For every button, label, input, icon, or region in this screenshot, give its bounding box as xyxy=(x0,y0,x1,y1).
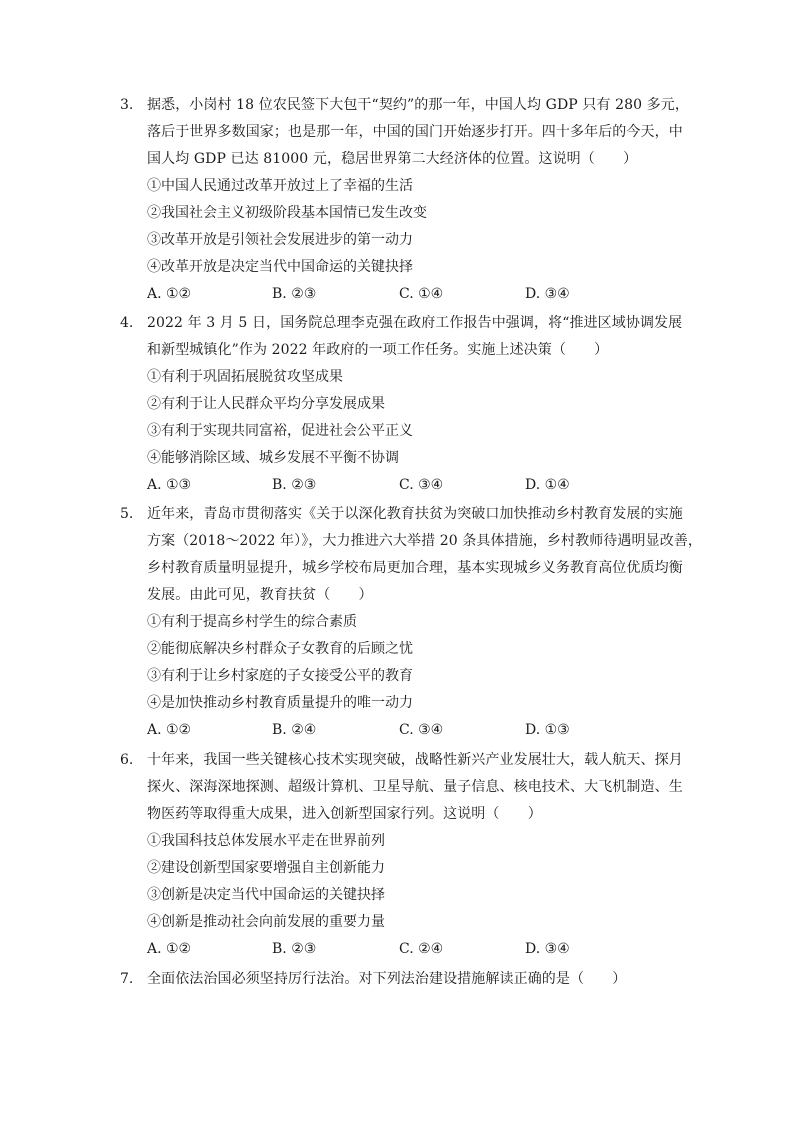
question-stem-line: 探火、深海深地探测、超级计算机、卫星导航、量子信息、核电技术、大飞机制造、生 xyxy=(147,779,683,795)
answer-choices xyxy=(147,281,687,308)
statement-option: ③有利于实现共同富裕，促进社会公平正义 xyxy=(147,423,413,439)
statement-option: ④能够消除区域、城乡发展不平衡不协调 xyxy=(147,450,399,466)
question-body xyxy=(147,310,687,499)
question-number: 5. xyxy=(120,506,134,522)
question-stem-line: 全面依法治国必须坚持厉行法治。对下列法治建设措施解读正确的是（ ） xyxy=(147,971,627,987)
question-number: 4. xyxy=(120,315,134,331)
question-body xyxy=(147,747,687,963)
choice-c: C. ②④ xyxy=(399,941,444,957)
choice-d: D. ③④ xyxy=(525,286,570,302)
question-stem-line: 落后于世界多数国家；也是那一年，中国的国门开始逐步打开。四十多年后的今天，中 xyxy=(147,124,683,140)
question-number: 3. xyxy=(120,97,134,113)
statement-option: ④改革开放是决定当代中国命运的关键抉择 xyxy=(147,259,413,275)
question-number: 6. xyxy=(120,752,134,768)
choice-a: A. ①③ xyxy=(147,477,192,493)
choice-c: C. ①④ xyxy=(399,286,444,302)
choice-d: D. ①③ xyxy=(525,722,570,738)
choice-a: A. ①② xyxy=(147,722,192,738)
question-stem-line: 十年来，我国一些关键核心技术实现突破，战略性新兴产业发展壮大，载人航天、探月 xyxy=(147,752,683,768)
answer-choices xyxy=(147,472,687,499)
statement-option: ①有利于提高乡村学生的综合素质 xyxy=(147,614,357,630)
statement-option: ②能彻底解决乡村群众子女教育的后顾之忧 xyxy=(147,641,413,657)
statement-option: ④是加快推动乡村教育质量提升的唯一动力 xyxy=(147,695,413,711)
choice-b: B. ②④ xyxy=(272,722,317,738)
statement-option: ③改革开放是引领社会发展进步的第一动力 xyxy=(147,232,413,248)
question-body xyxy=(147,966,687,993)
choice-d: D. ①④ xyxy=(525,477,570,493)
question-stem-line: 物医药等取得重大成果，进入创新型国家行列。这说明（ ） xyxy=(147,806,542,822)
question-stem-line: 据悉，小岗村 18 位农民签下大包干“契约”的那一年，中国人均 GDP 只有 280 多元， xyxy=(147,97,689,113)
statement-option: ③有利于让乡村家庭的子女接受公平的教育 xyxy=(147,668,413,684)
question-body xyxy=(147,92,687,308)
choice-b: B. ②③ xyxy=(272,941,317,957)
statement-option: ②建设创新型国家要增强自主创新能力 xyxy=(147,860,385,876)
choice-c: C. ③④ xyxy=(399,722,444,738)
question-stem-line: 方案（2018～2022 年）》，大力推进六大举措 20 条具体措施，乡村教师待遇明显改善， xyxy=(147,533,703,549)
statement-option: ①中国人民通过改革开放过上了幸福的生活 xyxy=(147,178,413,194)
question-stem-line: 发展。由此可见，教育扶贫（ ） xyxy=(147,587,373,603)
choice-b: B. ②③ xyxy=(272,477,317,493)
statement-option: ②我国社会主义初级阶段基本国情已发生改变 xyxy=(147,205,427,221)
question-stem-line: 2022 年 3 月 5 日，国务院总理李克强在政府工作报告中强调，将“推进区域协调发展 xyxy=(147,315,683,331)
question-stem-line: 近年来，青岛市贯彻落实《关于以深化教育扶贫为突破口加快推动乡村教育发展的实施 xyxy=(147,506,683,522)
choice-b: B. ②③ xyxy=(272,286,317,302)
question-stem-line: 乡村教育质量明显提升，城乡学校布局更加合理，基本实现城乡义务教育高位优质均衡 xyxy=(147,560,683,576)
statement-option: ④创新是推动社会向前发展的重要力量 xyxy=(147,914,385,930)
statement-option: ①我国科技总体发展水平走在世界前列 xyxy=(147,833,385,849)
question-stem-line: 国人均 GDP 已达 81000 元，稳居世界第二大经济体的位置。这说明（ ） xyxy=(147,151,638,167)
choice-a: A. ①② xyxy=(147,286,192,302)
statement-option: ③创新是决定当代中国命运的关键抉择 xyxy=(147,887,385,903)
choice-d: D. ③④ xyxy=(525,941,570,957)
question-body xyxy=(147,501,703,744)
question-stem-line: 和新型城镇化”作为 2022 年政府的一项工作任务。实施上述决策（ ） xyxy=(147,342,609,358)
statement-option: ①有利于巩固拓展脱贫攻坚成果 xyxy=(147,369,343,385)
choice-c: C. ③④ xyxy=(399,477,444,493)
answer-choices xyxy=(147,717,687,744)
answer-choices xyxy=(147,936,687,963)
choice-a: A. ①② xyxy=(147,941,192,957)
question-number: 7. xyxy=(120,971,134,987)
statement-option: ②有利于让人民群众平均分享发展成果 xyxy=(147,396,385,412)
